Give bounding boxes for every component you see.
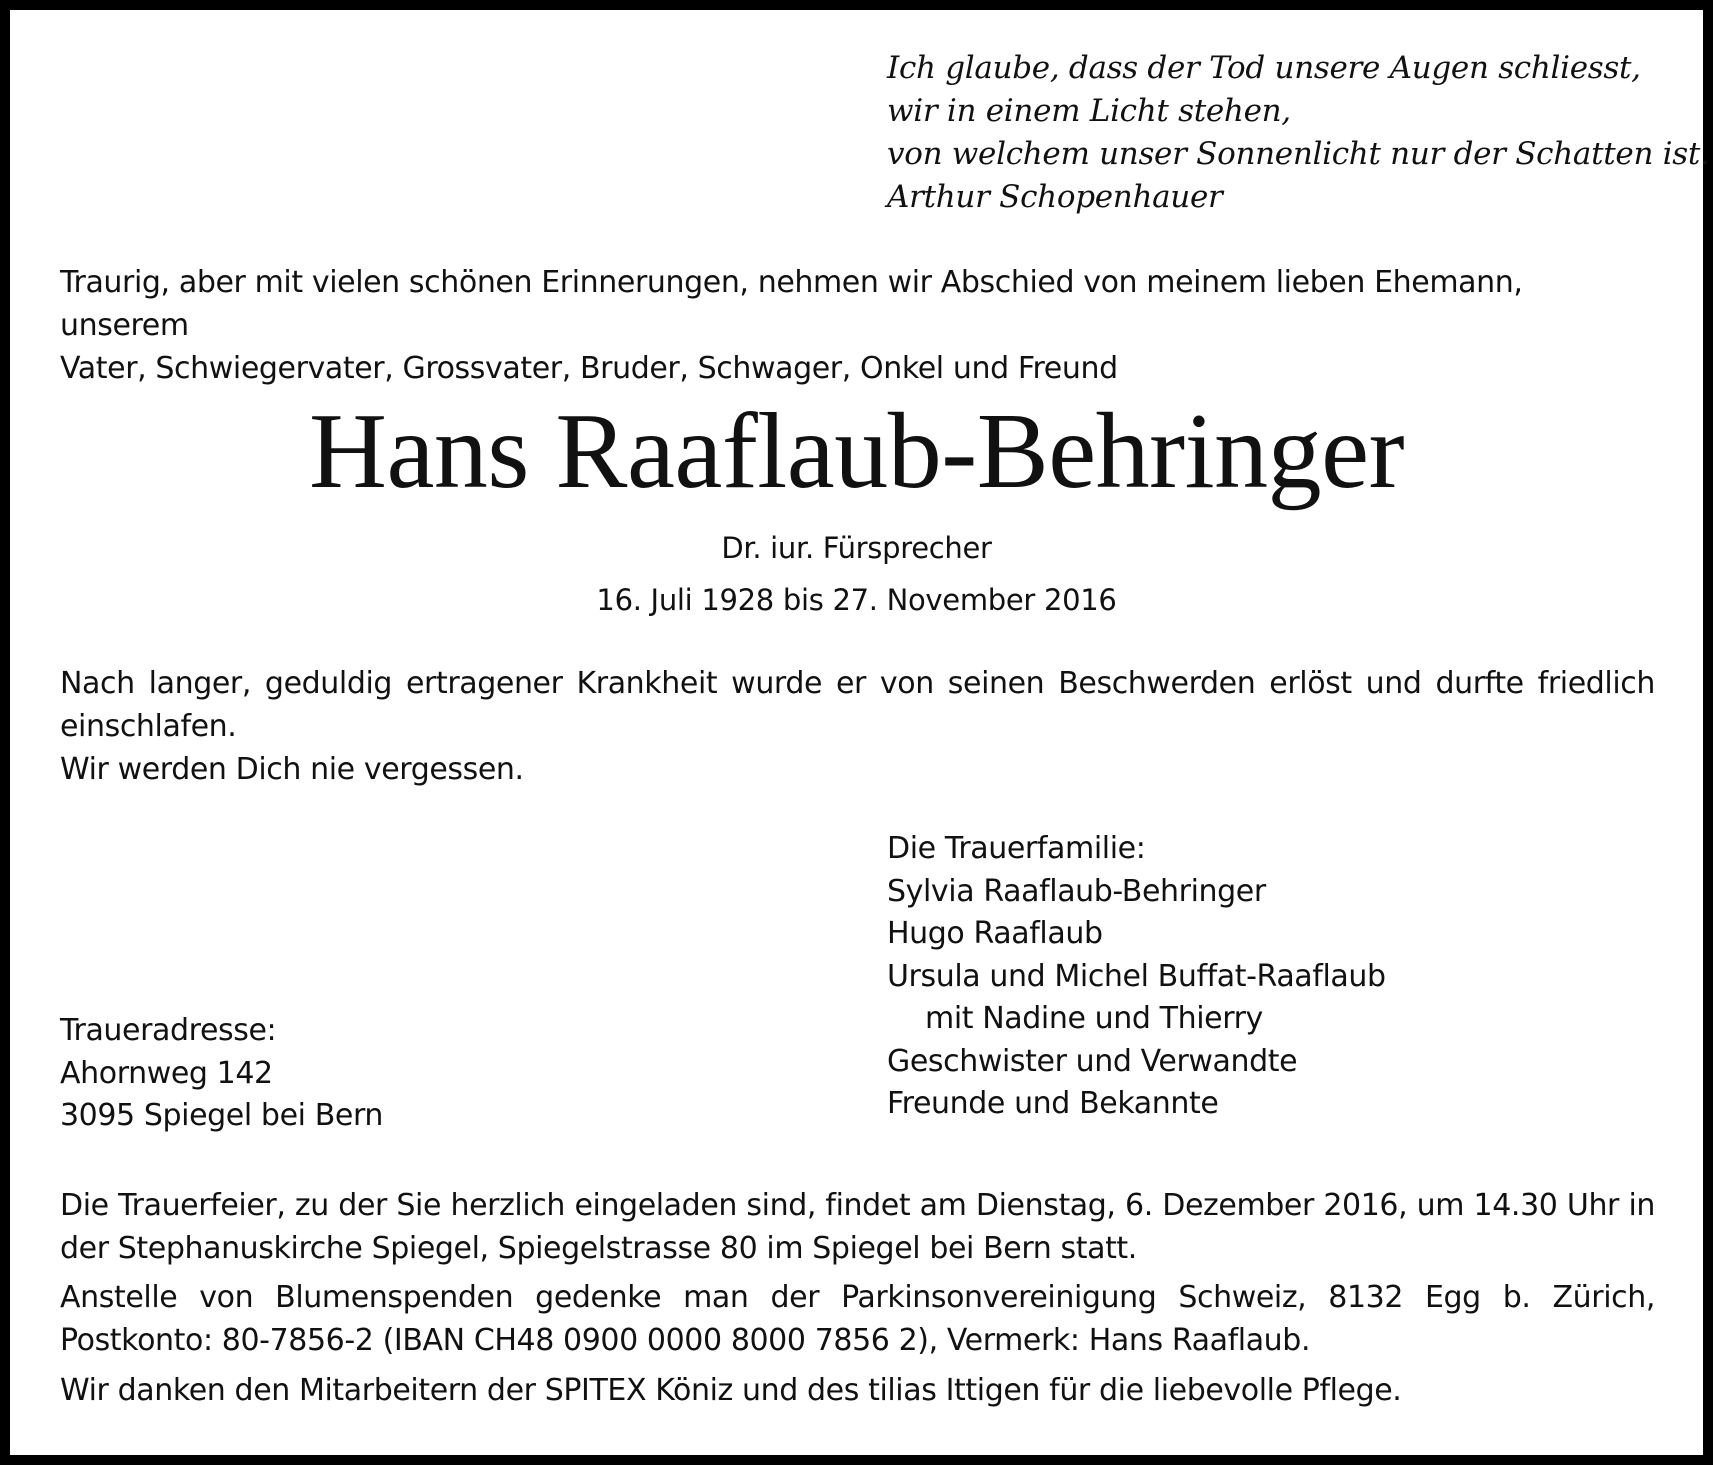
donation-text: Anstelle von Blumenspenden gedenke man der Parkinsonvereinigung Schweiz, 8132 Egg b. Zürich, Postkonto: 80-7856-2 (IBAN CH48 0900 0000 8000 7856 2), Vermerk: Hans Raaflaub. <box>60 1280 1655 1358</box>
intro-line: Traurig, aber mit vielen schönen Erinnerungen, nehmen wir Abschied von meinem lieben Ehemann, unserem <box>60 265 1523 343</box>
deceased-name: Hans Raaflaub-Behringer <box>308 392 1405 511</box>
family-member: Sylvia Raaflaub-Behringer <box>887 873 1266 909</box>
family-heading: Die Trauerfamilie: <box>887 831 1146 866</box>
family-friends: Freunde und Bekannte <box>887 1086 1219 1121</box>
ceremony-text: Die Trauerfeier, zu der Sie herzlich eingeladen sind, findet am Dienstag, 6. Dezember 2016, um 14.30 Uhr in der Stephanuskirche Spiegel, Spiegelstrasse 80 im Spiegel bei Bern statt. <box>60 1188 1655 1266</box>
address-street: Ahornweg 142 <box>60 1055 273 1091</box>
quote-author: Arthur Schopenhauer <box>887 179 1223 215</box>
obituary-page <box>10 10 1710 1455</box>
quote-line: von welchem unser Sonnenlicht nur der Schatten ist. <box>887 136 1710 172</box>
deceased-title: Dr. iur. Fürsprecher <box>721 531 992 565</box>
quote-block <box>887 47 1710 219</box>
family-member: Ursula und Michel Buffat-Raaflaub <box>887 958 1386 994</box>
thanks-text: Wir danken den Mitarbeitern der SPITEX Köniz und des tilias Ittigen für die liebevolle Pflege. <box>60 1373 1402 1408</box>
family-relatives: Geschwister und Verwandte <box>887 1043 1298 1079</box>
family-member: Hugo Raaflaub <box>887 916 1103 951</box>
quote-line: Ich glaube, dass der Tod unsere Augen schliesst, <box>887 50 1641 86</box>
address-label: Traueradresse: <box>60 1013 277 1048</box>
illness-block <box>60 662 1655 791</box>
intro-line: Vater, Schwiegervater, Grossvater, Bruder, Schwager, Onkel und Freund <box>60 351 1118 386</box>
life-dates: 16. Juli 1928 bis 27. November 2016 <box>596 583 1117 617</box>
intro-text <box>60 261 1655 390</box>
family-children: mit Nadine und Thierry <box>925 1001 1263 1036</box>
family-list <box>887 828 1587 1126</box>
quote-line: wir in einem Licht stehen, <box>887 93 1291 129</box>
address-city: 3095 Spiegel bei Bern <box>60 1098 383 1133</box>
farewell-text: Wir werden Dich nie vergessen. <box>60 752 524 787</box>
illness-text: Nach langer, geduldig ertragener Krankheit wurde er von seinen Beschwerden erlöst und durfte friedlich einschlafen. <box>60 666 1655 744</box>
mourning-address <box>60 1010 560 1138</box>
